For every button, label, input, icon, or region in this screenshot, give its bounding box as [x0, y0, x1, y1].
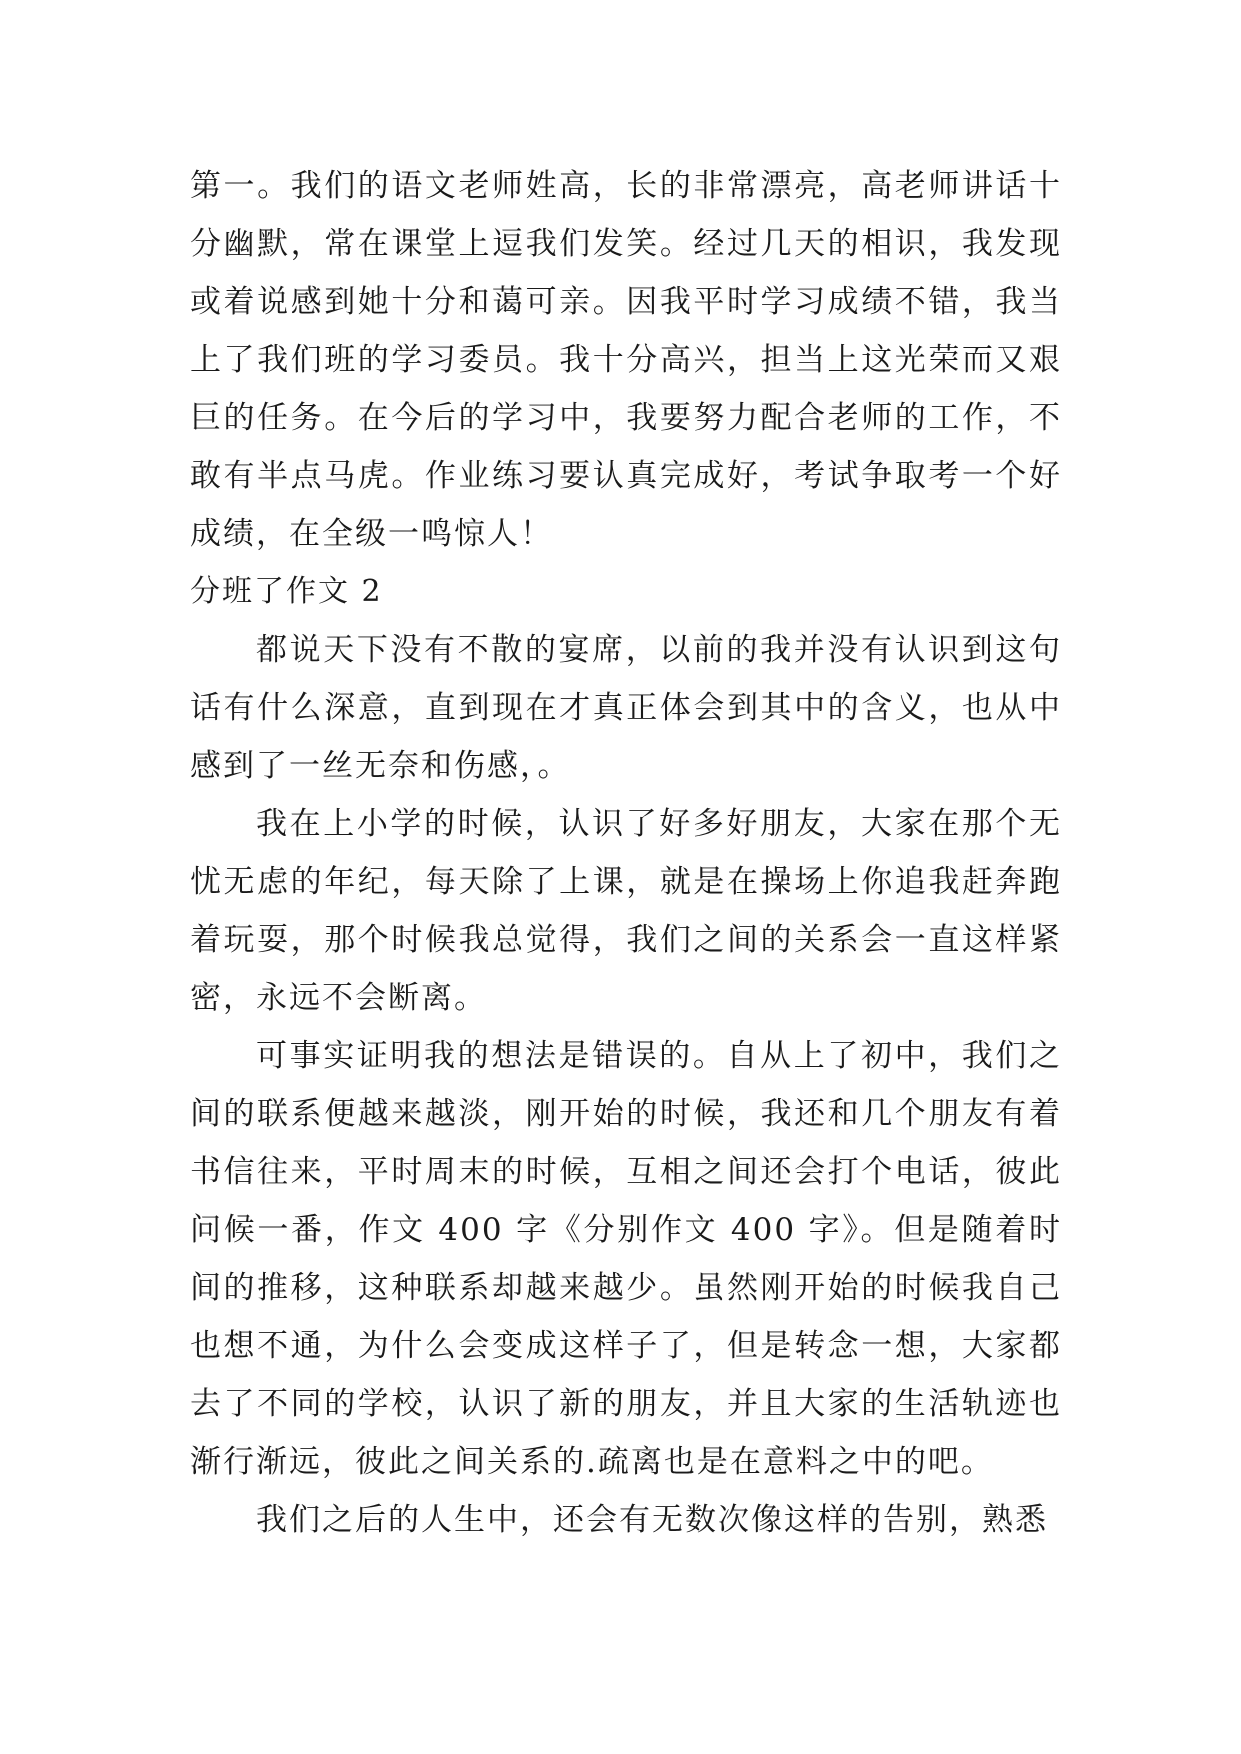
paragraph-2: 都说天下没有不散的宴席，以前的我并没有认识到这句话有什么深意，直到现在才真正体会到其中的含义，也从中感到了一丝无奈和伤感，。 — [190, 632, 1062, 784]
paragraph-1: 第一。我们的语文老师姓高，长的非常漂亮，高老师讲话十分幽默，常在课堂上逗我们发笑。经过几天的相识，我发现或着说感到她十分和蔼可亲。因我平时学习成绩不错，我当上了我们班的学习委员。我十分高兴，担当上这光荣而又艰巨的任务。在今后的学习中，我要努力配合老师的工作，不敢有半点马虎。作业练习要认真完成好，考试争取考一个好成绩，在全级一鸣惊人！ — [190, 168, 1062, 552]
paragraph-3: 我在上小学的时候，认识了好多好朋友，大家在那个无忧无虑的年纪，每天除了上课，就是在操场上你追我赶奔跑着玩耍，那个时候我总觉得，我们之间的关系会一直这样紧密，永远不会断离。 — [190, 806, 1062, 1016]
paragraph-4: 可事实证明我的想法是错误的。自从上了初中，我们之间的联系便越来越淡，刚开始的时候，我还和几个朋友有着书信往来，平时周末的时候，互相之间还会打个电话，彼此问候一番，作文 400 字《分别作文 400 字》。但是随着时间的推移，这种联系却越来越少。虽然刚开始的时候我自己也想不通，为什么会变成这样子了，但是转念一想，大家都去了不同的学校，认识了新的朋友，并且大家的生活轨迹也渐行渐远，彼此之间关系的.疏离也是在意料之中的吧。 — [190, 1038, 1062, 1480]
document-body — [190, 157, 1062, 1549]
section-title: 分班了作文 2 — [190, 574, 383, 609]
paragraph-5: 我们之后的人生中，还会有无数次像这样的告别，熟悉 — [256, 1502, 1048, 1538]
